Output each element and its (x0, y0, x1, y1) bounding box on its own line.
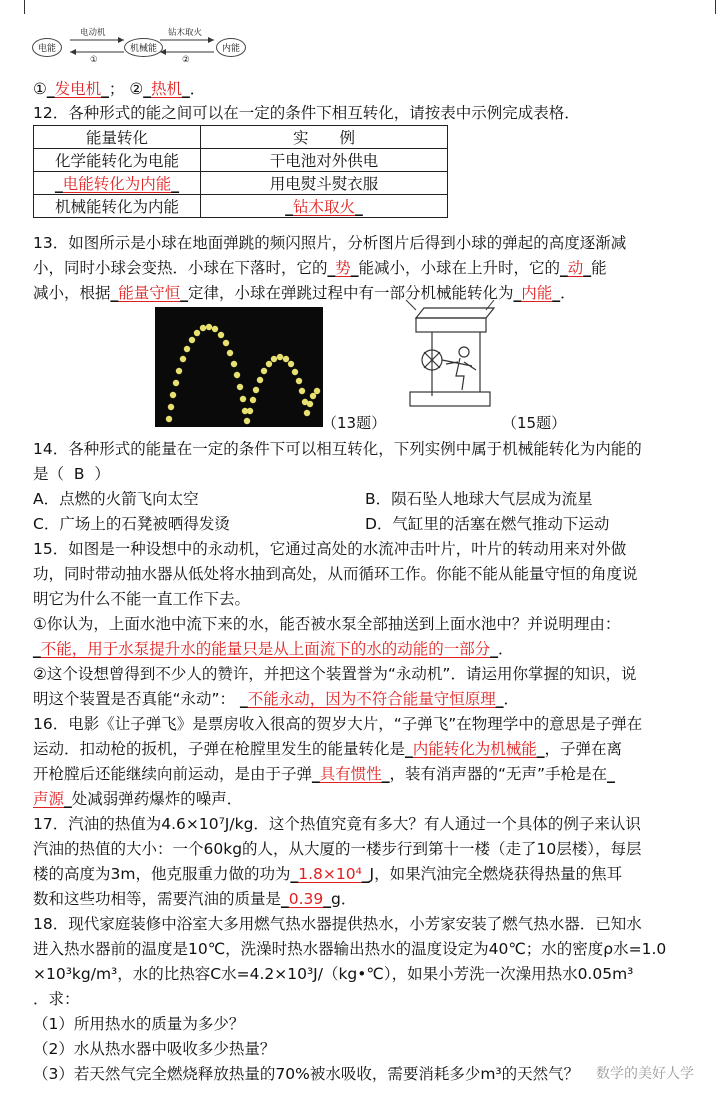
q14-option-b: B．陨石坠人地球大气层成为流星 (365, 490, 593, 508)
q15-line-5: _不能，用于水泵提升水的能量只是从上面流下的水的动能的一部分_． (33, 640, 514, 658)
q13-text-f: ． (560, 284, 576, 302)
table-answer-example: 钻木取火 (292, 198, 355, 216)
q13-text-e: 定律，小球在弹跳过程中有一部分机械能转化为 (188, 284, 514, 302)
q16-answer-3: 声源 (33, 790, 65, 808)
q18-line-3: ×10³kg/m³，水的比热容C水=4.2×10³J/（kg•℃），如果小芳洗一次澡用热水0.05m³ (33, 965, 634, 983)
q14-option-a: A．点燃的火箭飞向太空 (33, 490, 199, 508)
q13-text-a: 小，同时小球会变热．小球在下落时，它的 (33, 259, 328, 277)
q16-text-d: ，装有消声器的“无声”手枪是在 (389, 765, 608, 783)
q11-sep: ； (108, 80, 125, 98)
q18-sub-3: （3）若天然气完全燃烧释放热量的70%被水吸收，需要消耗多少m³的天然气？ (33, 1065, 580, 1083)
q13-answer-4: 内能 (521, 284, 553, 302)
q14-paren-open: 是（ (33, 465, 65, 483)
node-internal: 内能 (216, 38, 246, 57)
table-header-row (34, 126, 448, 149)
q13-text-c: 能 (591, 259, 607, 277)
q16-text-e: 处减弱弹药爆炸的噪声． (71, 790, 243, 808)
q17-line-3: 楼的高度为3m，他克服重力做的功为_1.8×10⁴_J，如果汽油完全燃烧获得热量的焦耳 (33, 865, 623, 883)
q13-line-3: 减小，根据_能量守恒_定律，小球在弹跳过程中有一部分机械能转化为_内能_． (33, 284, 576, 302)
q18-line-2: 进入热水器前的温度是10℃，洗澡时热水器输出热水的温度设定为40℃；水的密度ρ水=1.0 (33, 940, 667, 958)
table-header-example: 实 例 (201, 126, 448, 149)
q13-line-2: 小，同时小球会变热．小球在下落时，它的_势_能减小，小球在上升时，它的_动_能 (33, 259, 607, 277)
q14-answer: B (73, 465, 85, 483)
q13-line-1: 13．如图所示是小球在地面弹跳的频闪照片，分析图片后得到小球的弹起的高度逐渐减 (33, 234, 627, 252)
q15-line-7: 明这个装置是否真能“永动”： _不能永动，因为不符合能量守恒原理_． (33, 690, 520, 708)
crop-mark-left (24, 0, 39, 14)
q15-text-a: 明这个装置是否真能“永动”： (33, 690, 236, 708)
q17-text-b: J，如果汽油完全燃烧获得热量的焦耳 (369, 865, 623, 883)
q17-line-2: 汽油的热值的大小：一个60kg的人，从大厦的一楼步行到第十一楼（走了10层楼），每层 (33, 840, 642, 858)
caption-q15: （15题） (502, 414, 567, 432)
q13-answer-3: 能量守恒 (118, 284, 181, 302)
q15-line-2: 功，同时带动抽水器从低处将水抽到高处，从而循环工作。你能不能从能量守恒的角度说 (33, 565, 638, 583)
q15-end-2: ． (503, 690, 520, 708)
caption-q13: （13题） (322, 414, 387, 432)
q17-answer-2: 0.39 (288, 890, 324, 908)
q15-answer-1: 不能，用于水泵提升水的能量只是从上面流下的水的动能的一部分 (40, 640, 491, 658)
q14-paren-close: ） (94, 465, 110, 483)
q16-line-1: 16．电影《让子弹飞》是票房收入很高的贺岁大片，“子弹飞”在物理学中的意思是子弹在 (33, 715, 643, 733)
q11-end: ． (189, 80, 206, 98)
table-row (34, 172, 448, 195)
q15-line-3: 明它为什么不能一直工作下去。 (33, 590, 251, 608)
q12-table (33, 125, 448, 218)
q17-text-c: 数和这些功相等，需要汽油的质量是 (33, 890, 282, 908)
q17-text-a: 楼的高度为3m，他克服重力做的功为 (33, 865, 291, 883)
q16-answer-2: 具有惯性 (319, 765, 382, 783)
perpetual-motion-figure (402, 300, 502, 412)
q11-answer-2: 热机 (151, 80, 183, 98)
table-row (34, 149, 448, 172)
bouncing-ball-photo (155, 307, 323, 427)
q13-answer-2: 动 (567, 259, 584, 277)
table-row (34, 195, 448, 218)
q16-line-4: 声源_处减弱弹药爆炸的噪声． (33, 790, 243, 808)
table-cell-conversion: 机械能转化为内能 (34, 195, 201, 218)
q16-line-3: 开枪膛后还能继续向前运动，是由于子弹_具有惯性_，装有消声器的“无声”手枪是在_ (33, 765, 615, 783)
q11-answers: ①_发电机_； ②_热机_． (33, 80, 206, 98)
q18-sub-1: （1）所用热水的质量为多少？ (33, 1015, 245, 1033)
q11-p1: ① (33, 80, 47, 98)
q14-option-d: D．气缸里的活塞在燃气推动下运动 (365, 515, 610, 533)
q13-answer-1: 势 (335, 259, 351, 277)
node-mechanical: 机械能 (124, 38, 163, 57)
q16-line-2: 运动．扣动枪的扳机，子弹在枪膛里发生的能量转化是_内能转化为机械能_，子弹在离 (33, 740, 623, 758)
table-header-conversion: 能量转化 (34, 126, 201, 149)
q16-text-a: 运动．扣动枪的扳机，子弹在枪膛里发生的能量转化是 (33, 740, 406, 758)
watermark: 数学的美好人学 (596, 1066, 694, 1082)
table-cell-example: 干电池对外供电 (201, 149, 448, 172)
table-cell-conversion: 化学能转化为电能 (34, 149, 201, 172)
q12-stem: 12．各种形式的能之间可以在一定的条件下相互转化，请按表中示例完成表格． (33, 104, 580, 122)
q18-sub-2: （2）水从热水器中吸收多少热量？ (33, 1040, 276, 1058)
bouncing-ball-image (155, 307, 323, 427)
arrow2-label: 钻木取火 (168, 28, 203, 38)
arrow1-label: 电动机 (80, 28, 106, 38)
q11-p2: ② (129, 80, 144, 98)
q15-line-6: ②这个设想曾得到不少人的赞许，并把这个装置誉为“永动机”．请运用你掌握的知识，说 (33, 665, 637, 683)
q17-line-1: 17．汽油的热值为4.6×10⁷J/kg．这个热值究竟有多大？有人通过一个具体的例子来认识 (33, 815, 641, 833)
arrow2-circle: ② (182, 55, 190, 65)
arrow1-circle: ① (90, 55, 98, 65)
q18-line-1: 18．现代家庭装修中浴室大多用燃气热水器提供热水，小芳家安装了燃气热水器．已知水 (33, 915, 642, 933)
energy-diagram (28, 22, 258, 68)
node-electric: 电能 (32, 38, 62, 57)
q17-text-d: g． (331, 890, 357, 908)
q15-line-1: 15．如图是一种设想中的永动机，它通过高处的水流冲击叶片，叶片的转动用来对外做 (33, 540, 627, 558)
q18-line-4: ．求： (33, 990, 80, 1008)
q17-line-4: 数和这些功相等，需要汽油的质量是_0.39_g． (33, 890, 357, 908)
crop-mark-right (701, 0, 716, 14)
table-answer-conversion: 电能转化为内能 (62, 175, 172, 193)
q15-end-1: ． (498, 640, 514, 658)
q14-line-1: 14．各种形式的能量在一定的条件下可以相互转化，下列实例中属于机械能转化为内能的 (33, 440, 642, 458)
q14-line-2 (33, 462, 700, 486)
table-cell-example: 用电熨斗熨衣服 (201, 172, 448, 195)
q16-text-c: 开枪膛后还能继续向前运动，是由于子弹 (33, 765, 313, 783)
q14-option-c: C．广场上的石凳被晒得发烫 (33, 515, 230, 533)
table-cell-example: _钻木取火_ (201, 195, 448, 218)
q15-line-4: ①你认为，上面水池中流下来的水，能否被水泵全部抽送到上面水池中？并说明理由： (33, 615, 621, 633)
q13-text-b: 能减小，小球在上升时，它的 (358, 259, 561, 277)
table-cell-conversion: _电能转化为内能_ (34, 172, 201, 195)
q11-answer-1: 发电机 (54, 80, 102, 98)
q16-answer-1: 内能转化为机械能 (412, 740, 537, 758)
q13-text-d: 减小，根据 (33, 284, 111, 302)
q15-answer-2: 不能永动，因为不符合能量守恒原理 (247, 690, 496, 708)
q16-text-b: ，子弹在离 (544, 740, 623, 758)
q17-answer-1: 1.8×10⁴ (298, 865, 362, 883)
